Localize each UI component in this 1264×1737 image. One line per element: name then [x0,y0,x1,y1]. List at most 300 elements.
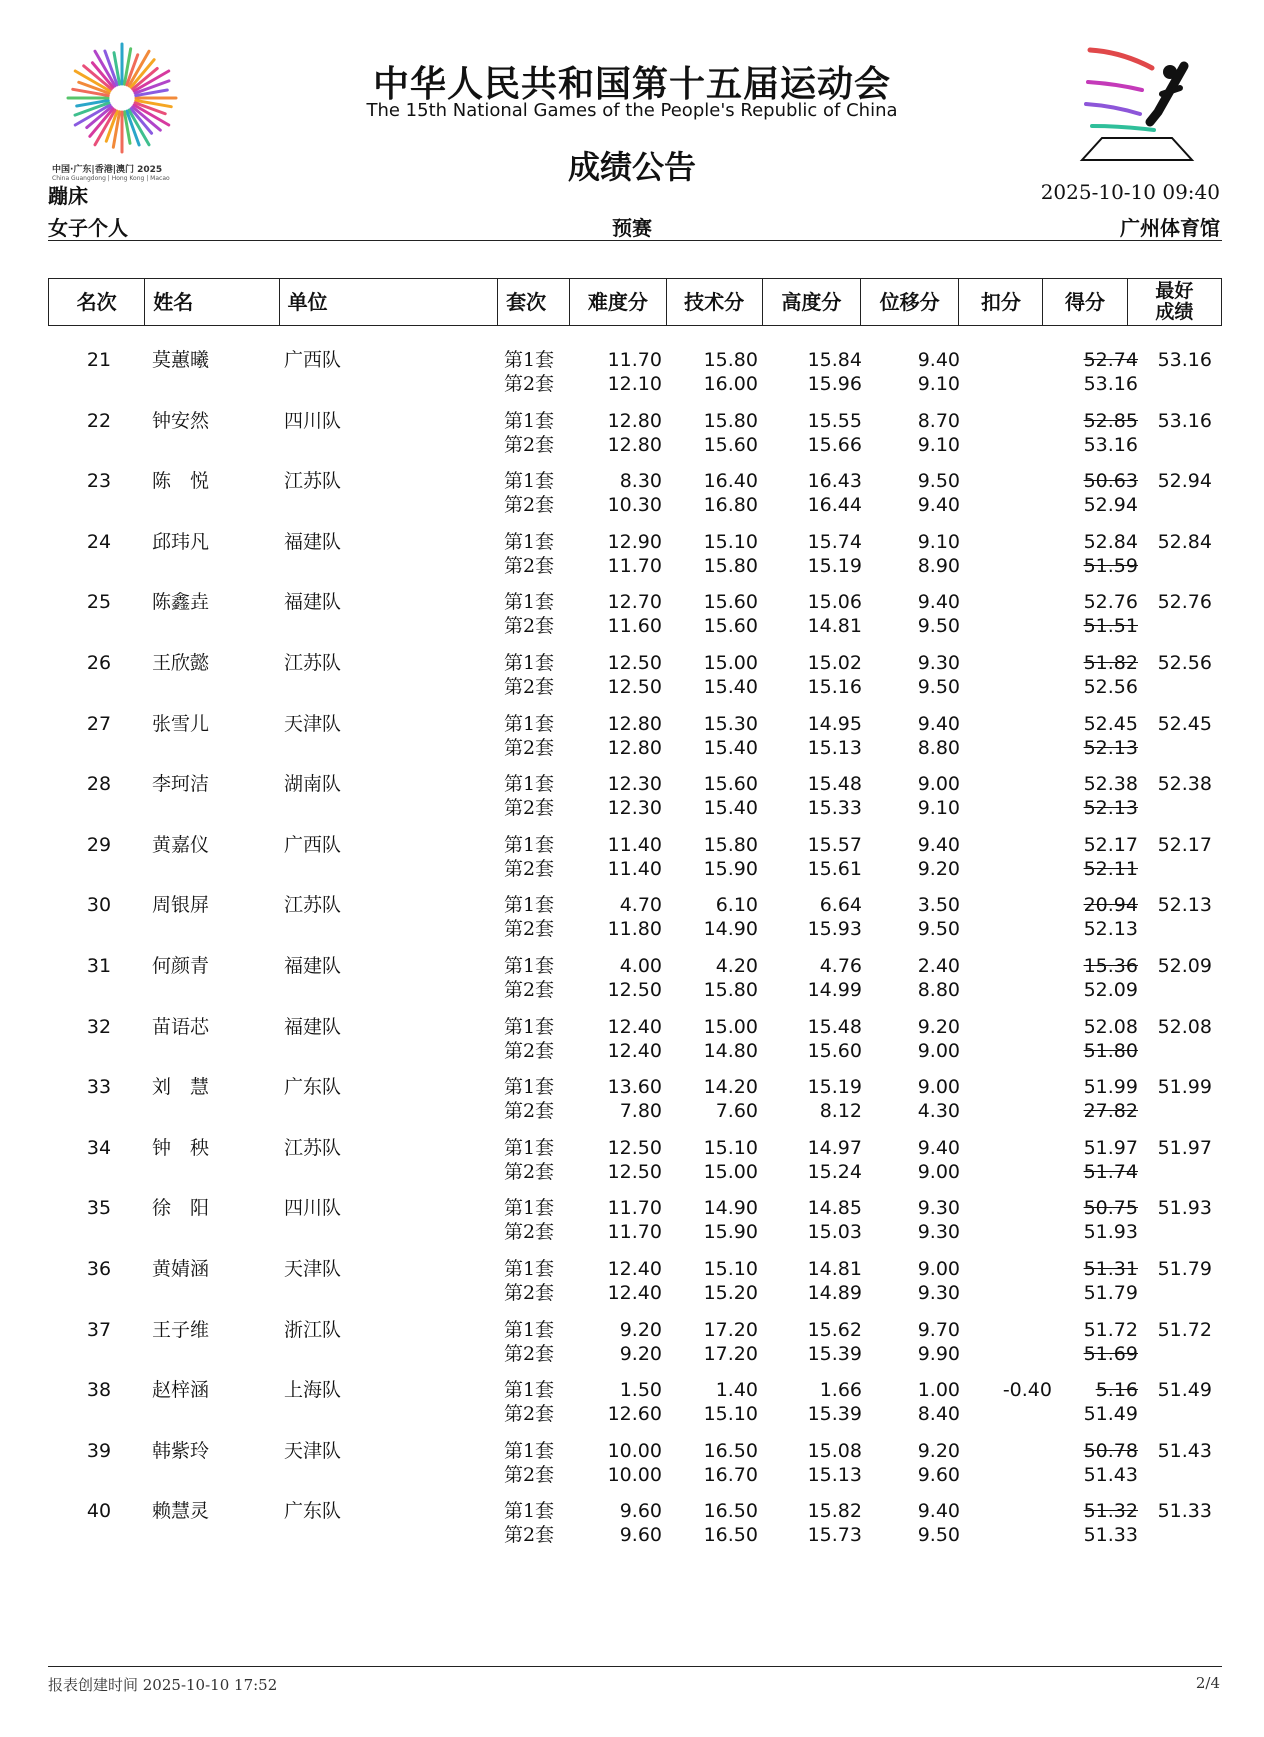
technique-score: 7.60 [715,1100,758,1123]
displacement-score: 4.30 [917,1100,960,1123]
athlete-name: 陈鑫垚 [152,591,210,614]
table-row [48,833,1222,893]
team-name: 天津队 [284,1258,342,1280]
team-name: 福建队 [284,1015,342,1038]
routine-score: 51.79 [1083,1282,1138,1304]
set-label: 第2套 [504,676,555,698]
rank-cell: 24 [86,530,112,553]
height-score: 15.48 [807,773,862,796]
col-score: 得分 [1043,279,1127,326]
rank-cell: 22 [86,409,112,432]
displacement-score: 9.10 [917,373,960,395]
technique-score: 14.20 [703,1076,758,1099]
displacement-score: 8.80 [917,736,960,759]
team-name: 江苏队 [284,1136,342,1159]
athlete-name: 徐 阳 [152,1197,210,1220]
height-score: 14.81 [807,1258,862,1280]
best-score: 52.08 [1157,1015,1212,1038]
height-score: 15.39 [807,1403,862,1426]
table-row [48,1257,1222,1317]
technique-score: 4.20 [715,955,758,977]
height-score: 14.85 [807,1197,862,1220]
routine-score: 52.13 [1083,736,1138,759]
set-label: 第1套 [504,833,555,856]
difficulty-score: 12.40 [607,1015,662,1038]
difficulty-score: 12.80 [607,736,662,759]
team-name: 福建队 [284,530,342,553]
best-score: 52.56 [1157,652,1212,674]
technique-score: 15.80 [703,979,758,1001]
rank-cell: 21 [86,349,112,371]
table-row [48,712,1222,772]
routine-score: 27.82 [1083,1100,1138,1123]
routine-score: 52.08 [1083,1015,1138,1038]
technique-score: 14.90 [703,1197,758,1220]
routine-score: 52.56 [1083,676,1138,698]
technique-score: 15.60 [703,773,758,796]
displacement-score: 9.20 [917,1015,960,1038]
technique-score: 16.50 [703,1500,758,1523]
set-label: 第1套 [504,530,555,553]
height-score: 15.08 [807,1439,862,1462]
height-score: 15.84 [807,349,862,371]
team-name: 浙江队 [284,1318,342,1341]
set-label: 第2套 [504,857,555,880]
technique-score: 17.20 [703,1342,758,1365]
best-score: 51.43 [1157,1439,1212,1462]
set-label: 第2套 [504,1160,555,1183]
trampoline-pictogram [1062,42,1222,182]
col-best-label: 最好成绩 [1155,280,1194,323]
routine-score: 52.45 [1083,712,1138,735]
difficulty-score: 11.40 [607,857,662,880]
best-score: 52.76 [1157,591,1212,614]
set-label: 第1套 [504,955,555,977]
set-label: 第1套 [504,591,555,614]
displacement-score: 9.50 [917,615,960,638]
height-score: 15.24 [807,1160,862,1183]
height-score: 15.39 [807,1342,862,1365]
table-row [48,1075,1222,1135]
displacement-score: 9.30 [917,1221,960,1244]
best-score: 51.97 [1157,1136,1212,1159]
height-score: 15.74 [807,530,862,553]
event-datetime: 2025-10-10 09:40 [1040,180,1220,204]
athlete-name: 钟 秧 [152,1136,210,1159]
athlete-name: 赵梓涵 [152,1379,210,1402]
difficulty-score: 10.30 [607,494,662,517]
difficulty-score: 11.40 [607,833,662,856]
displacement-score: 8.40 [917,1403,960,1426]
technique-score: 15.10 [703,530,758,553]
height-score: 15.13 [807,1463,862,1486]
routine-score: 53.16 [1083,433,1138,456]
difficulty-score: 11.70 [607,1197,662,1220]
team-name: 江苏队 [284,894,342,917]
difficulty-score: 11.80 [607,918,662,941]
technique-score: 15.00 [703,1015,758,1038]
height-score: 14.95 [807,712,862,735]
set-label: 第2套 [504,1100,555,1123]
team-name: 天津队 [284,712,342,735]
difficulty-score: 4.70 [619,894,662,917]
difficulty-score: 1.50 [619,1379,662,1402]
set-label: 第2套 [504,1524,555,1547]
best-score: 52.84 [1157,530,1212,553]
difficulty-score: 12.10 [607,373,662,395]
rank-cell: 38 [86,1379,112,1402]
height-score: 15.55 [807,409,862,432]
routine-score: 52.74 [1083,349,1138,371]
table-row [48,530,1222,590]
col-name: 姓名 [145,279,279,326]
displacement-score: 9.40 [917,833,960,856]
displacement-score: 9.00 [917,773,960,796]
col-technique: 技术分 [666,279,762,326]
technique-score: 15.20 [703,1282,758,1304]
difficulty-score: 12.50 [607,652,662,674]
technique-score: 15.40 [703,797,758,820]
displacement-score: 9.40 [917,1500,960,1523]
best-score: 53.16 [1157,409,1212,432]
best-score: 52.45 [1157,712,1212,735]
rank-cell: 34 [86,1136,112,1159]
routine-score: 51.80 [1083,1039,1138,1062]
height-score: 15.33 [807,797,862,820]
difficulty-score: 9.20 [619,1318,662,1341]
displacement-score: 8.80 [917,979,960,1001]
best-score: 51.99 [1157,1076,1212,1099]
technique-score: 14.90 [703,918,758,941]
table-row [48,893,1222,953]
routine-score: 52.13 [1083,918,1138,941]
height-score: 15.57 [807,833,862,856]
height-score: 15.60 [807,1039,862,1062]
athlete-name: 王欣懿 [152,652,210,674]
athlete-name: 黄嘉仪 [152,833,210,856]
height-score: 6.64 [819,894,862,917]
technique-score: 15.80 [703,409,758,432]
routine-score: 51.72 [1083,1318,1138,1341]
col-rank: 名次 [49,279,145,326]
rank-cell: 26 [86,652,112,674]
table-row [48,1318,1222,1378]
best-score: 52.09 [1157,955,1212,977]
displacement-score: 9.40 [917,349,960,371]
set-label: 第1套 [504,1318,555,1341]
technique-score: 15.00 [703,1160,758,1183]
table-row [48,772,1222,832]
displacement-score: 9.30 [917,1282,960,1304]
routine-score: 52.09 [1083,979,1138,1001]
height-score: 14.97 [807,1136,862,1159]
col-height: 高度分 [762,279,860,326]
technique-score: 16.50 [703,1439,758,1462]
set-label: 第2套 [504,615,555,638]
set-label: 第2套 [504,797,555,820]
displacement-score: 9.60 [917,1463,960,1486]
table-row [48,469,1222,529]
table-row [48,409,1222,469]
rank-cell: 35 [86,1197,112,1220]
routine-score: 52.38 [1083,773,1138,796]
difficulty-score: 12.80 [607,712,662,735]
set-label: 第2套 [504,736,555,759]
routine-score: 51.51 [1083,615,1138,638]
technique-score: 1.40 [715,1379,758,1402]
col-team: 单位 [279,279,498,326]
height-score: 15.19 [807,1076,862,1099]
displacement-score: 9.40 [917,591,960,614]
difficulty-score: 11.60 [607,615,662,638]
height-score: 15.06 [807,591,862,614]
height-score: 15.82 [807,1500,862,1523]
displacement-score: 9.90 [917,1342,960,1365]
difficulty-score: 12.30 [607,773,662,796]
displacement-score: 9.10 [917,530,960,553]
height-score: 15.13 [807,736,862,759]
table-row [48,1136,1222,1196]
rank-cell: 25 [86,591,112,614]
displacement-score: 9.00 [917,1160,960,1183]
difficulty-score: 12.50 [607,1160,662,1183]
team-name: 上海队 [284,1379,342,1402]
set-label: 第1套 [504,409,555,432]
rank-cell: 37 [86,1318,112,1341]
routine-score: 51.97 [1083,1136,1138,1159]
technique-score: 15.10 [703,1136,758,1159]
technique-score: 15.90 [703,857,758,880]
difficulty-score: 12.50 [607,1136,662,1159]
set-label: 第2套 [504,1282,555,1304]
routine-score: 51.33 [1083,1524,1138,1547]
technique-score: 15.10 [703,1403,758,1426]
team-name: 湖南队 [284,773,342,796]
best-score: 51.93 [1157,1197,1212,1220]
routine-score: 51.59 [1083,554,1138,577]
rank-cell: 36 [86,1258,112,1280]
height-score: 14.99 [807,979,862,1001]
height-score: 15.48 [807,1015,862,1038]
routine-score: 50.78 [1083,1439,1138,1462]
routine-score: 51.31 [1083,1258,1138,1280]
routine-score: 51.74 [1083,1160,1138,1183]
set-label: 第2套 [504,979,555,1001]
team-name: 江苏队 [284,652,342,674]
routine-score: 51.49 [1083,1403,1138,1426]
routine-score: 51.32 [1083,1500,1138,1523]
set-label: 第2套 [504,554,555,577]
technique-score: 15.80 [703,833,758,856]
set-label: 第2套 [504,1403,555,1426]
team-name: 福建队 [284,955,342,977]
table-row [48,1439,1222,1499]
best-score: 52.17 [1157,833,1212,856]
displacement-score: 9.50 [917,470,960,493]
set-label: 第2套 [504,433,555,456]
technique-score: 16.70 [703,1463,758,1486]
routine-score: 51.93 [1083,1221,1138,1244]
set-label: 第2套 [504,1221,555,1244]
athlete-name: 赖慧灵 [152,1500,210,1523]
set-label: 第2套 [504,373,555,395]
difficulty-score: 12.50 [607,979,662,1001]
height-score: 15.61 [807,857,862,880]
set-label: 第1套 [504,1379,555,1402]
difficulty-score: 7.80 [619,1100,662,1123]
table-row [48,1378,1222,1438]
athlete-name: 邱玮凡 [152,530,210,553]
technique-score: 6.10 [715,894,758,917]
height-score: 15.73 [807,1524,862,1547]
routine-score: 52.13 [1083,797,1138,820]
deduction-value: -0.40 [1002,1379,1052,1402]
rank-cell: 28 [86,773,112,796]
displacement-score: 9.00 [917,1258,960,1280]
rank-cell: 27 [86,712,112,735]
set-label: 第2套 [504,494,555,517]
table-row [48,1196,1222,1256]
col-set: 套次 [498,279,570,326]
team-name: 四川队 [284,1197,342,1220]
col-best [1127,279,1221,326]
athlete-name: 黄婧涵 [152,1258,210,1280]
table-row [48,348,1222,408]
col-displacement: 位移分 [861,279,959,326]
results-table-header [48,278,1222,326]
difficulty-score: 11.70 [607,1221,662,1244]
col-difficulty: 难度分 [570,279,666,326]
event-venue: 广州体育馆 [1120,216,1220,240]
event-category: 女子个人 [48,216,128,240]
displacement-score: 2.40 [917,955,960,977]
displacement-score: 9.50 [917,1524,960,1547]
difficulty-score: 12.80 [607,433,662,456]
difficulty-score: 12.80 [607,409,662,432]
team-name: 广东队 [284,1076,342,1099]
difficulty-score: 12.40 [607,1282,662,1304]
table-row [48,1499,1222,1559]
difficulty-score: 9.20 [619,1342,662,1365]
technique-score: 15.60 [703,591,758,614]
logo-caption-en: China Guangdong | Hong Kong | Macao [52,175,170,182]
displacement-score: 9.40 [917,712,960,735]
set-label: 第1套 [504,1136,555,1159]
sport-name: 蹦床 [48,184,88,208]
displacement-score: 9.00 [917,1039,960,1062]
athlete-name: 钟安然 [152,409,210,432]
set-label: 第2套 [504,1039,555,1062]
technique-score: 15.80 [703,349,758,371]
height-score: 14.81 [807,615,862,638]
difficulty-score: 11.70 [607,349,662,371]
athlete-name: 周银屏 [152,894,210,917]
best-score: 53.16 [1157,349,1212,371]
rank-cell: 30 [86,894,112,917]
difficulty-score: 12.60 [607,1403,662,1426]
height-score: 15.02 [807,652,862,674]
routine-score: 51.43 [1083,1463,1138,1486]
set-label: 第1套 [504,1439,555,1462]
height-score: 16.43 [807,470,862,493]
set-label: 第1套 [504,712,555,735]
displacement-score: 8.70 [917,409,960,432]
displacement-score: 9.10 [917,433,960,456]
displacement-score: 9.30 [917,652,960,674]
best-score: 51.79 [1157,1258,1212,1280]
footer-divider [48,1666,1222,1667]
routine-score: 20.94 [1083,894,1138,917]
athlete-name: 陈 悦 [152,470,210,493]
displacement-score: 3.50 [917,894,960,917]
routine-score: 53.16 [1083,373,1138,395]
table-row [48,590,1222,650]
set-label: 第1套 [504,652,555,674]
athlete-name: 李珂洁 [152,773,210,796]
rank-cell: 29 [86,833,112,856]
rank-cell: 23 [86,470,112,493]
technique-score: 17.20 [703,1318,758,1341]
table-row [48,1015,1222,1075]
rank-cell: 32 [86,1015,112,1038]
difficulty-score: 12.50 [607,676,662,698]
routine-score: 52.17 [1083,833,1138,856]
games-title-en: The 15th National Games of the People's Republic of China [366,100,898,121]
team-name: 江苏队 [284,470,342,493]
difficulty-score: 12.70 [607,591,662,614]
set-label: 第1套 [504,1500,555,1523]
displacement-score: 9.40 [917,494,960,517]
athlete-name: 刘 慧 [152,1076,210,1099]
results-notice-title: 成绩公告 [567,148,696,186]
technique-score: 16.50 [703,1524,758,1547]
height-score: 15.96 [807,373,862,395]
set-label: 第1套 [504,1197,555,1220]
set-label: 第1套 [504,470,555,493]
technique-score: 16.40 [703,470,758,493]
rank-cell: 39 [86,1439,112,1462]
technique-score: 15.60 [703,615,758,638]
technique-score: 15.10 [703,1258,758,1280]
technique-score: 15.00 [703,652,758,674]
technique-score: 14.80 [703,1039,758,1062]
routine-score: 50.63 [1083,470,1138,493]
games-title-cn: 中华人民共和国第十五届运动会 [372,64,891,105]
best-score: 52.38 [1157,773,1212,796]
difficulty-score: 12.30 [607,797,662,820]
displacement-score: 9.70 [917,1318,960,1341]
athlete-name: 张雪儿 [152,712,210,735]
routine-score: 52.85 [1083,409,1138,432]
table-row [48,954,1222,1014]
team-name: 广东队 [284,1500,342,1523]
team-name: 天津队 [284,1439,342,1462]
height-score: 15.93 [807,918,862,941]
difficulty-score: 10.00 [607,1439,662,1462]
athlete-name: 苗语芯 [152,1015,210,1038]
team-name: 四川队 [284,409,342,432]
athlete-name: 王子维 [152,1318,210,1341]
height-score: 15.16 [807,676,862,698]
height-score: 4.76 [819,955,862,977]
rank-cell: 40 [86,1500,112,1523]
displacement-score: 9.20 [917,1439,960,1462]
best-score: 52.94 [1157,470,1212,493]
team-name: 福建队 [284,591,342,614]
difficulty-score: 11.70 [607,554,662,577]
technique-score: 15.30 [703,712,758,735]
height-score: 8.12 [819,1100,862,1123]
